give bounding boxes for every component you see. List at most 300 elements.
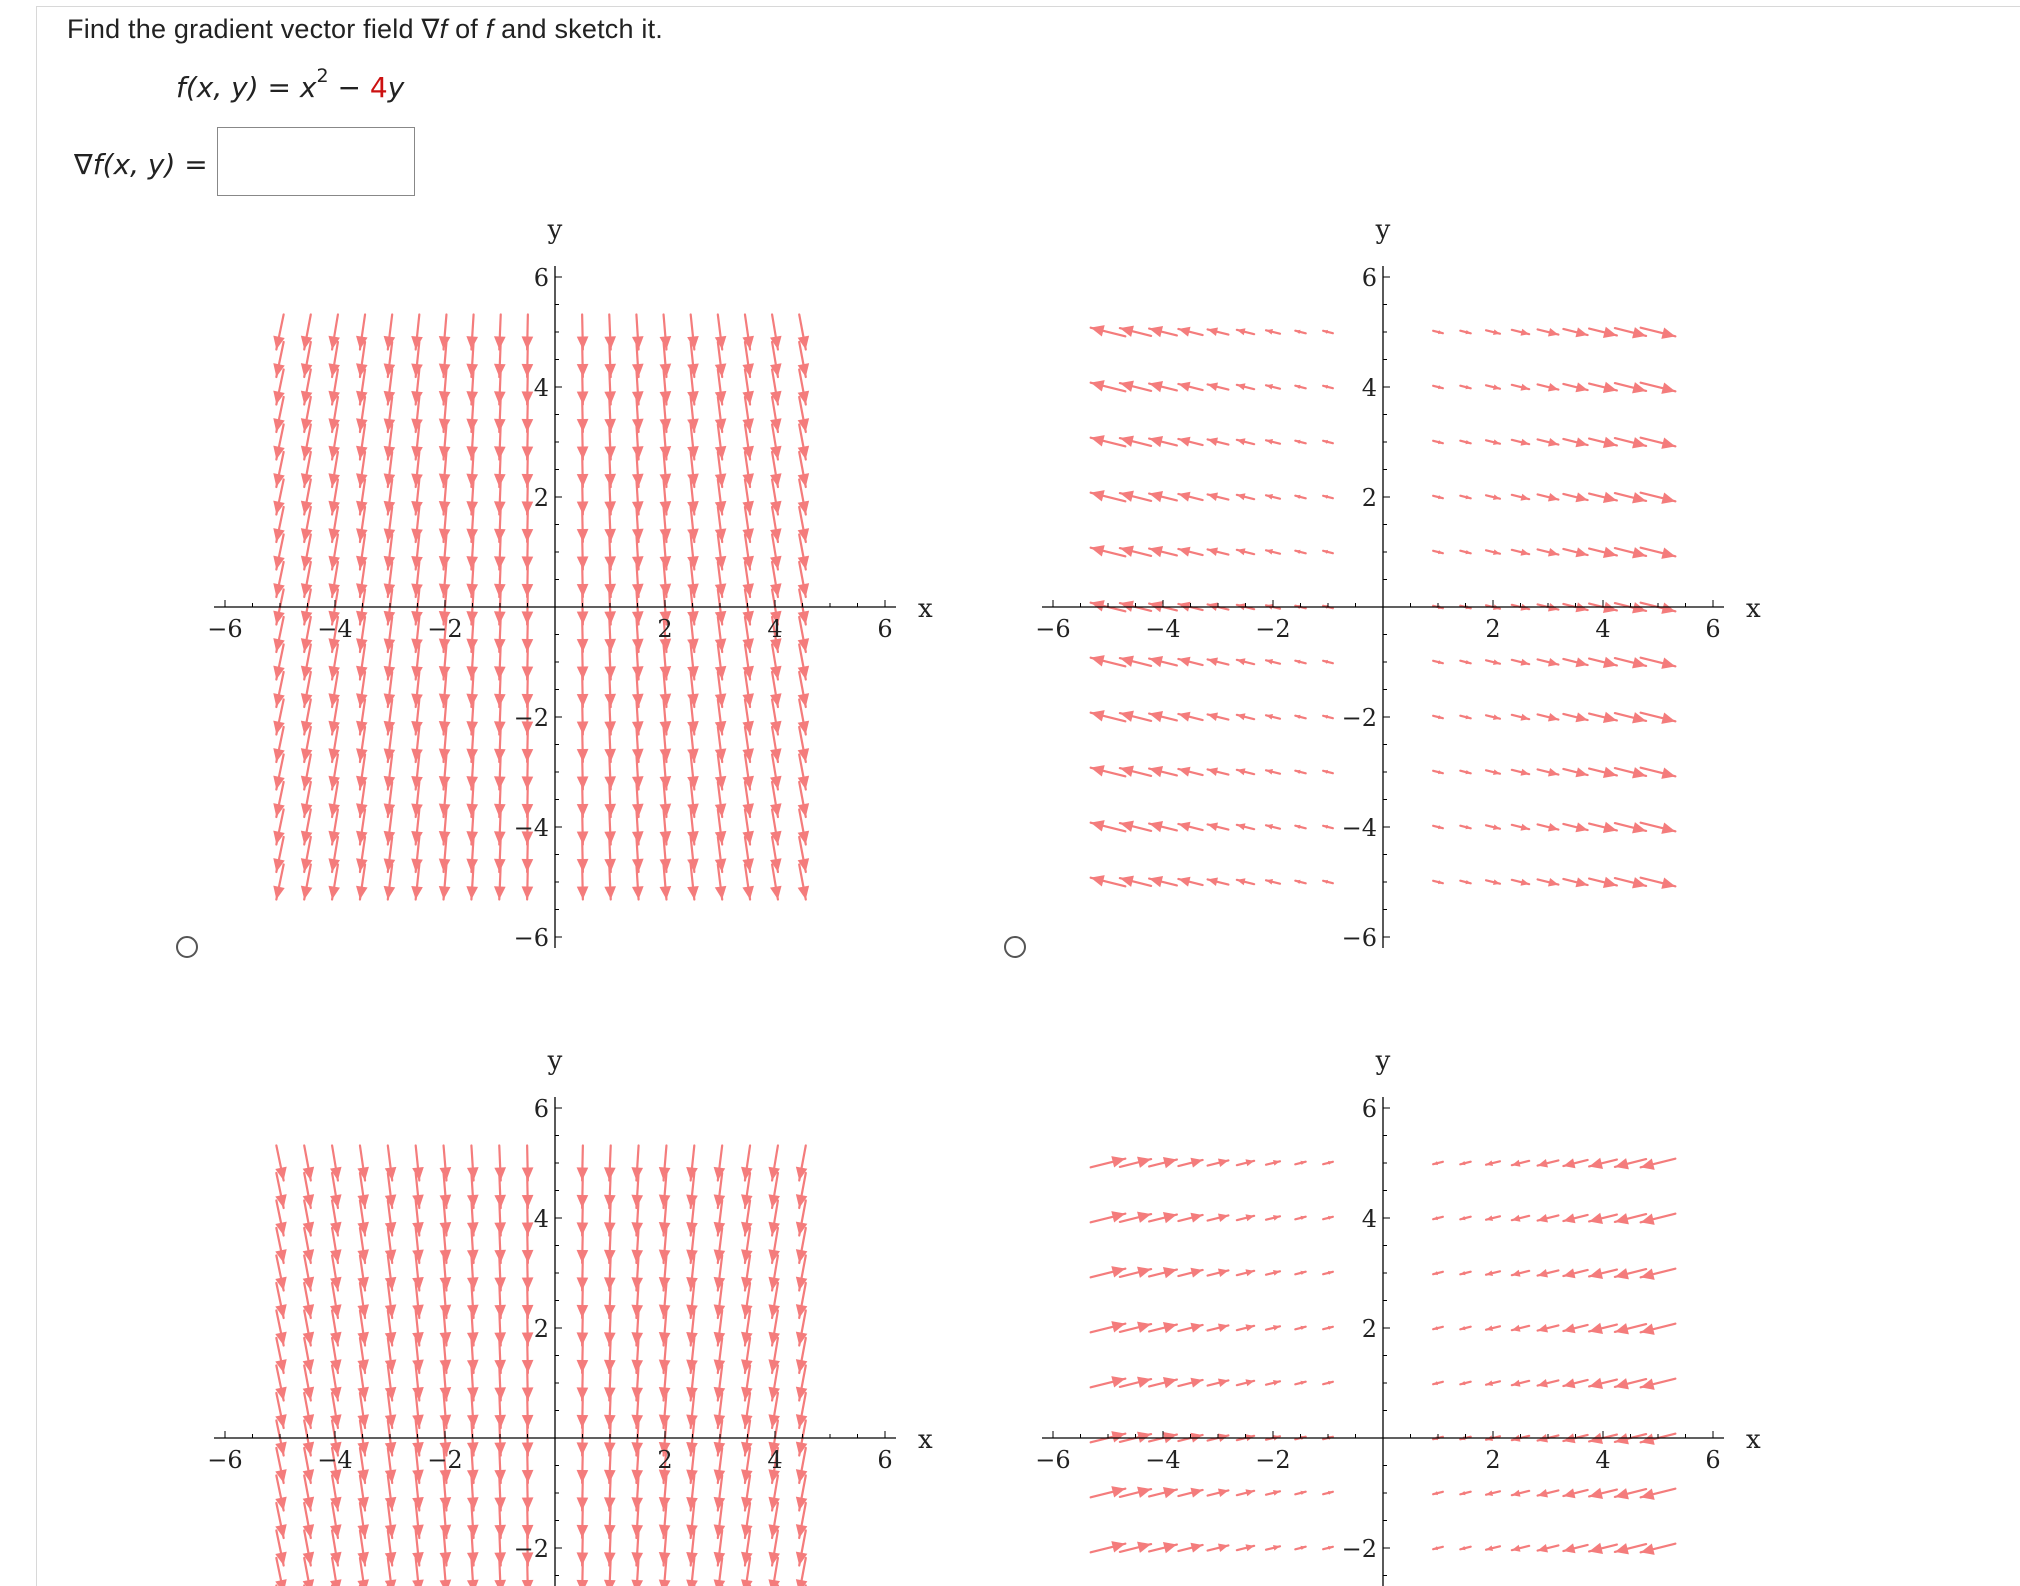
vector-arrow [467, 1393, 479, 1428]
y-tick-label: −4 [513, 814, 549, 842]
option-b-vector-field-plot [1028, 215, 1768, 963]
vector-arrow [356, 397, 368, 432]
vector-arrow [659, 1146, 671, 1181]
vector-arrow [1266, 824, 1280, 830]
vector-arrow [715, 480, 727, 515]
vector-arrow [1486, 1270, 1500, 1276]
vector-arrow [1460, 1271, 1470, 1275]
vector-arrow [1149, 1377, 1177, 1388]
vector-arrow [384, 727, 396, 762]
vector-arrow [714, 1283, 726, 1318]
vector-arrow [1091, 710, 1126, 721]
vector-arrow [1237, 1269, 1254, 1276]
vector-arrow [1266, 1490, 1280, 1496]
x-tick-label: −4 [317, 615, 353, 643]
y-axis-label: y [1375, 215, 1391, 245]
vector-arrow [1460, 715, 1470, 719]
vector-arrow [1178, 657, 1202, 667]
vector-arrow [1295, 770, 1305, 774]
vector-arrow [1433, 825, 1443, 829]
vector-arrow [1266, 549, 1280, 555]
vector-arrow [356, 535, 368, 570]
vector-arrow [1237, 1379, 1254, 1386]
vector-arrow [411, 810, 423, 845]
vector-arrow [466, 617, 478, 652]
vector-arrow [1237, 1544, 1254, 1551]
vector-arrow [411, 755, 423, 790]
vector-arrow [1295, 385, 1305, 389]
vector-arrow [686, 1531, 698, 1566]
vector-arrow [1208, 1379, 1229, 1387]
vector-arrow [741, 1366, 753, 1401]
vector-arrow [1512, 1215, 1529, 1222]
vector-arrow [1589, 1543, 1617, 1554]
vector-arrow [1538, 1159, 1559, 1167]
y-tick-label: 6 [533, 264, 549, 292]
option-b-radio[interactable] [1004, 936, 1026, 958]
vector-arrow [439, 315, 451, 350]
vector-arrow [686, 1256, 698, 1291]
y-axis-label: y [547, 215, 563, 245]
vector-arrow [632, 397, 644, 432]
vector-arrow [1266, 1160, 1280, 1166]
vector-arrow [384, 755, 396, 790]
vector-arrow [686, 1173, 698, 1208]
vector-arrow [1433, 1546, 1443, 1550]
vector-arrow [1460, 1326, 1470, 1330]
vector-arrow [1460, 770, 1470, 774]
vector-arrow [412, 1366, 424, 1401]
vector-arrow [1433, 1161, 1443, 1165]
vector-arrow [1641, 823, 1676, 834]
vector-arrow [714, 1256, 726, 1291]
vector-arrow [1208, 438, 1229, 446]
vector-arrow [1538, 823, 1559, 831]
vector-arrow [686, 1448, 698, 1483]
x-tick-label: 6 [1705, 1446, 1721, 1474]
vector-arrow [356, 562, 368, 597]
vector-arrow [1433, 495, 1443, 499]
vector-arrow [411, 535, 423, 570]
vector-arrow [1589, 547, 1617, 558]
vector-arrow [466, 315, 478, 350]
vector-arrow [411, 507, 423, 542]
vector-arrow [467, 1531, 479, 1566]
x-tick-label: −2 [1255, 1446, 1291, 1474]
y-tick-label: −2 [513, 704, 549, 732]
vector-arrow [1512, 1270, 1529, 1277]
vector-arrow [1641, 713, 1676, 724]
vector-arrow [631, 1311, 643, 1346]
vector-arrow [1433, 1326, 1443, 1330]
vector-arrow [1295, 550, 1305, 554]
vector-arrow [631, 1393, 643, 1428]
gradient-answer-input[interactable] [217, 127, 415, 196]
vector-arrow [412, 1531, 424, 1566]
vector-arrow [715, 370, 727, 405]
vector-arrow [467, 1201, 479, 1236]
vector-arrow [466, 370, 478, 405]
vector-arrow [1149, 1157, 1177, 1168]
x-tick-label: 2 [657, 1446, 673, 1474]
vector-arrow [1237, 1214, 1254, 1221]
vector-arrow [1538, 383, 1559, 391]
vector-arrow [1486, 1545, 1500, 1551]
vector-arrow [384, 782, 396, 817]
gradient-label: ∇f(x, y) = [74, 148, 208, 181]
vector-arrow [1149, 876, 1177, 887]
vector-arrow [1091, 545, 1126, 556]
vector-arrow [411, 865, 423, 900]
vector-arrow [1178, 1378, 1202, 1388]
vector-arrow [687, 700, 699, 735]
vector-arrow [1563, 712, 1587, 722]
vector-arrow [1512, 494, 1529, 501]
vector-arrow [1589, 877, 1617, 888]
vector-arrow [1589, 437, 1617, 448]
vector-arrow [356, 342, 368, 377]
x-tick-label: −6 [1035, 615, 1071, 643]
x-tick-label: 4 [1595, 615, 1611, 643]
vector-arrow [1091, 820, 1126, 831]
vector-arrow [356, 672, 368, 707]
vector-arrow [384, 617, 396, 652]
vector-arrow [1486, 879, 1500, 885]
vector-arrow [467, 1256, 479, 1291]
vector-arrow [466, 727, 478, 762]
vector-arrow [411, 617, 423, 652]
vector-arrow [357, 1311, 369, 1346]
vector-arrow [632, 480, 644, 515]
vector-arrow [356, 837, 368, 872]
vector-arrow [1295, 1491, 1305, 1495]
vector-arrow [1208, 713, 1229, 721]
vector-arrow [412, 1146, 424, 1181]
vector-arrow [1486, 1490, 1500, 1496]
vector-arrow [742, 507, 754, 542]
vector-arrow [604, 1558, 616, 1586]
vector-arrow [1460, 1546, 1470, 1550]
vector-arrow [1486, 769, 1500, 775]
vector-arrow [741, 1283, 753, 1318]
vector-arrow [1237, 768, 1254, 775]
vector-arrow [742, 425, 754, 460]
vector-arrow [1589, 822, 1617, 833]
vector-arrow [715, 810, 727, 845]
vector-arrow [1266, 329, 1280, 335]
vector-arrow [1512, 824, 1529, 831]
vector-arrow [604, 865, 616, 900]
vector-arrow [1512, 329, 1529, 336]
vector-arrow [632, 617, 644, 652]
vector-arrow [357, 1201, 369, 1236]
coefficient-value: 4 [369, 71, 388, 104]
vector-arrow [687, 507, 699, 542]
vector-arrow [686, 1503, 698, 1538]
vector-arrow [687, 370, 699, 405]
vector-arrow [1208, 658, 1229, 666]
vector-arrow [385, 1146, 397, 1181]
vector-arrow [742, 645, 754, 680]
vector-arrow [356, 865, 368, 900]
vector-arrow [384, 700, 396, 735]
vector-arrow [1208, 1214, 1229, 1222]
vector-arrow [714, 1531, 726, 1566]
vector-arrow [1295, 440, 1305, 444]
vector-arrow [411, 425, 423, 460]
vector-arrow [632, 425, 644, 460]
vector-arrow [742, 617, 754, 652]
vector-arrow [577, 1558, 589, 1586]
vector-arrow [385, 1256, 397, 1291]
vector-arrow [275, 1558, 286, 1586]
vector-arrow [467, 1503, 479, 1538]
vector-arrow [1589, 1378, 1617, 1389]
y-tick-label: 6 [1361, 1095, 1377, 1123]
vector-arrow [687, 480, 699, 515]
vector-arrow [301, 865, 312, 900]
option-a-vector-field-plot [200, 215, 933, 963]
vector-arrow [1208, 1269, 1229, 1277]
vector-arrow [385, 1503, 397, 1538]
vector-arrow [357, 1228, 369, 1263]
vector-arrow [1149, 1487, 1177, 1498]
vector-arrow [1237, 438, 1254, 445]
vector-arrow [631, 1503, 643, 1538]
vector-arrow [1208, 1544, 1229, 1552]
vector-arrow [1563, 1488, 1587, 1498]
vector-arrow [411, 480, 423, 515]
vector-arrow [742, 452, 754, 487]
vector-arrow [1208, 1159, 1229, 1167]
vector-arrow [1512, 439, 1529, 446]
vector-arrow [1178, 1158, 1202, 1168]
axes [207, 215, 933, 952]
vector-arrow [631, 1173, 643, 1208]
vector-arrow [1460, 1491, 1470, 1495]
vector-arrow [494, 865, 506, 900]
vector-arrow [1563, 492, 1587, 502]
vector-arrow [384, 672, 396, 707]
vector-arrow [1641, 768, 1676, 779]
vector-arrow [466, 452, 478, 487]
vector-arrow [1641, 438, 1676, 449]
vector-arrow [356, 727, 368, 762]
vector-arrow [577, 865, 589, 900]
vector-arrow [741, 1476, 753, 1511]
vector-arrow [1178, 1268, 1202, 1278]
x-axis-label: x [1746, 594, 1761, 624]
vector-arrow [1512, 384, 1529, 391]
vector-arrow [1589, 1323, 1617, 1334]
vector-arrow [411, 727, 423, 762]
vector-arrow [1091, 325, 1126, 336]
vector-arrow [742, 315, 754, 350]
vector-arrow [714, 1311, 726, 1346]
vector-arrow [1563, 327, 1587, 337]
vector-arrow [356, 782, 368, 817]
vector-arrow [687, 397, 699, 432]
vector-arrow [1433, 550, 1443, 554]
vector-arrow [1178, 437, 1202, 447]
vector-arrow [715, 315, 727, 350]
vector-arrow [1323, 1216, 1333, 1220]
vector-arrow [1266, 659, 1280, 665]
vector-arrow [1266, 1545, 1280, 1551]
vector-arrow [770, 865, 782, 900]
x-axis-label: x [1746, 1425, 1761, 1455]
vector-arrow [1563, 437, 1587, 447]
vector-arrow [1563, 1378, 1587, 1388]
vector-arrow [1266, 1215, 1280, 1221]
vector-arrow [686, 1311, 698, 1346]
vector-arrow [412, 1503, 424, 1538]
vector-arrow [1295, 825, 1305, 829]
vector-arrow [686, 1393, 698, 1428]
vector-arrow [411, 370, 423, 405]
vector-arrow [741, 1311, 753, 1346]
vector-arrow [385, 1476, 397, 1511]
vector-arrow [1323, 880, 1333, 884]
vector-arrow [742, 672, 754, 707]
vector-arrow [687, 837, 699, 872]
vector-arrow [686, 1201, 698, 1236]
vector-arrow [742, 397, 754, 432]
vector-arrow [1237, 658, 1254, 665]
vector-arrow [1538, 493, 1559, 501]
x-tick-label: 2 [1485, 1446, 1501, 1474]
vector-arrow [356, 452, 368, 487]
vector-arrow [742, 370, 754, 405]
vector-arrow [715, 755, 727, 790]
vector-arrow [1641, 878, 1676, 889]
vector-arrow [715, 645, 727, 680]
vector-arrow [1266, 494, 1280, 500]
vector-arrow [714, 1201, 726, 1236]
y-tick-label: 2 [533, 1315, 549, 1343]
vector-arrow [631, 1256, 643, 1291]
vector-arrow [687, 865, 699, 900]
vector-arrow [1538, 1269, 1559, 1277]
vector-arrow [715, 562, 727, 597]
vector-arrow [1538, 1489, 1559, 1497]
vector-arrow [631, 1531, 643, 1566]
vector-arrow [467, 1448, 479, 1483]
vector-arrow [1178, 1213, 1202, 1223]
vector-arrow [1460, 880, 1470, 884]
vector-arrow [1589, 1268, 1617, 1279]
vector-arrow [1538, 1214, 1559, 1222]
vector-arrow [1538, 1379, 1559, 1387]
x-tick-label: 2 [1485, 615, 1501, 643]
top-divider [36, 6, 2020, 7]
vector-arrow [742, 727, 754, 762]
vector-arrow [411, 315, 423, 350]
vector-arrow [742, 837, 754, 872]
vector-arrow [466, 810, 478, 845]
vector-arrow [1486, 329, 1500, 335]
vector-arrow [466, 425, 478, 460]
vector-arrow [1323, 1161, 1333, 1165]
vector-arrow [1512, 1380, 1529, 1387]
vector-arrow [1589, 712, 1617, 723]
x-tick-label: −6 [1035, 1446, 1071, 1474]
vector-arrow [411, 672, 423, 707]
y-tick-label: 6 [533, 1095, 549, 1123]
vector-arrow [1563, 767, 1587, 777]
vector-arrow [1433, 880, 1443, 884]
vector-arrow [742, 782, 754, 817]
vector-arrow [411, 645, 423, 680]
vector-arrow [1460, 1161, 1470, 1165]
vector-arrow [1178, 1323, 1202, 1333]
vector-arrow [1237, 1489, 1254, 1496]
vector-arrow [384, 480, 396, 515]
vector-arrow [356, 315, 368, 350]
vector-arrow [1323, 1326, 1333, 1330]
vector-arrow [1433, 1271, 1443, 1275]
vector-arrow [1460, 330, 1470, 334]
vector-arrow [714, 1146, 726, 1181]
vector-arrow [1486, 1380, 1500, 1386]
vector-arrow [1512, 1160, 1529, 1167]
vector-arrow [1486, 549, 1500, 555]
vector-arrow [1091, 765, 1126, 776]
vector-arrow [385, 1201, 397, 1236]
vector-arrow [1486, 824, 1500, 830]
vector-arrow [715, 837, 727, 872]
vector-arrow [1589, 1213, 1617, 1224]
vector-arrow [466, 535, 478, 570]
vector-arrow [1486, 714, 1500, 720]
y-tick-label: 2 [533, 484, 549, 512]
y-tick-label: −6 [513, 924, 549, 952]
vector-arrow [687, 755, 699, 790]
vector-arrow [385, 1311, 397, 1346]
vector-arrow [714, 1366, 726, 1401]
vector-arrow [687, 782, 699, 817]
option-a-radio[interactable] [176, 936, 198, 958]
vector-arrow [1460, 385, 1470, 389]
vector-arrow [411, 342, 423, 377]
vector-arrow [715, 425, 727, 460]
vector-arrow [715, 342, 727, 377]
vector-arrow [384, 425, 396, 460]
vector-arrow [796, 1558, 807, 1586]
vector-arrow [632, 782, 644, 817]
vector-arrow [741, 1448, 753, 1483]
vector-arrow [384, 535, 396, 570]
vector-arrow [412, 1256, 424, 1291]
vector-arrow [466, 397, 478, 432]
vector-arrow [356, 425, 368, 460]
vector-arrow [742, 700, 754, 735]
y-tick-label: −2 [1341, 1535, 1377, 1563]
vector-arrow [356, 755, 368, 790]
vector-arrow [1208, 823, 1229, 831]
vector-arrow [1538, 1324, 1559, 1332]
vector-arrow [1295, 495, 1305, 499]
vector-arrow [1512, 1490, 1529, 1497]
vector-arrow [1178, 712, 1202, 722]
vector-arrow [1149, 381, 1177, 392]
vector-arrow [1266, 769, 1280, 775]
vector-arrow [1091, 490, 1126, 501]
vector-arrow [1589, 1158, 1617, 1169]
vector-arrow [1149, 711, 1177, 722]
x-tick-label: −2 [427, 615, 463, 643]
vector-arrow [1433, 330, 1443, 334]
